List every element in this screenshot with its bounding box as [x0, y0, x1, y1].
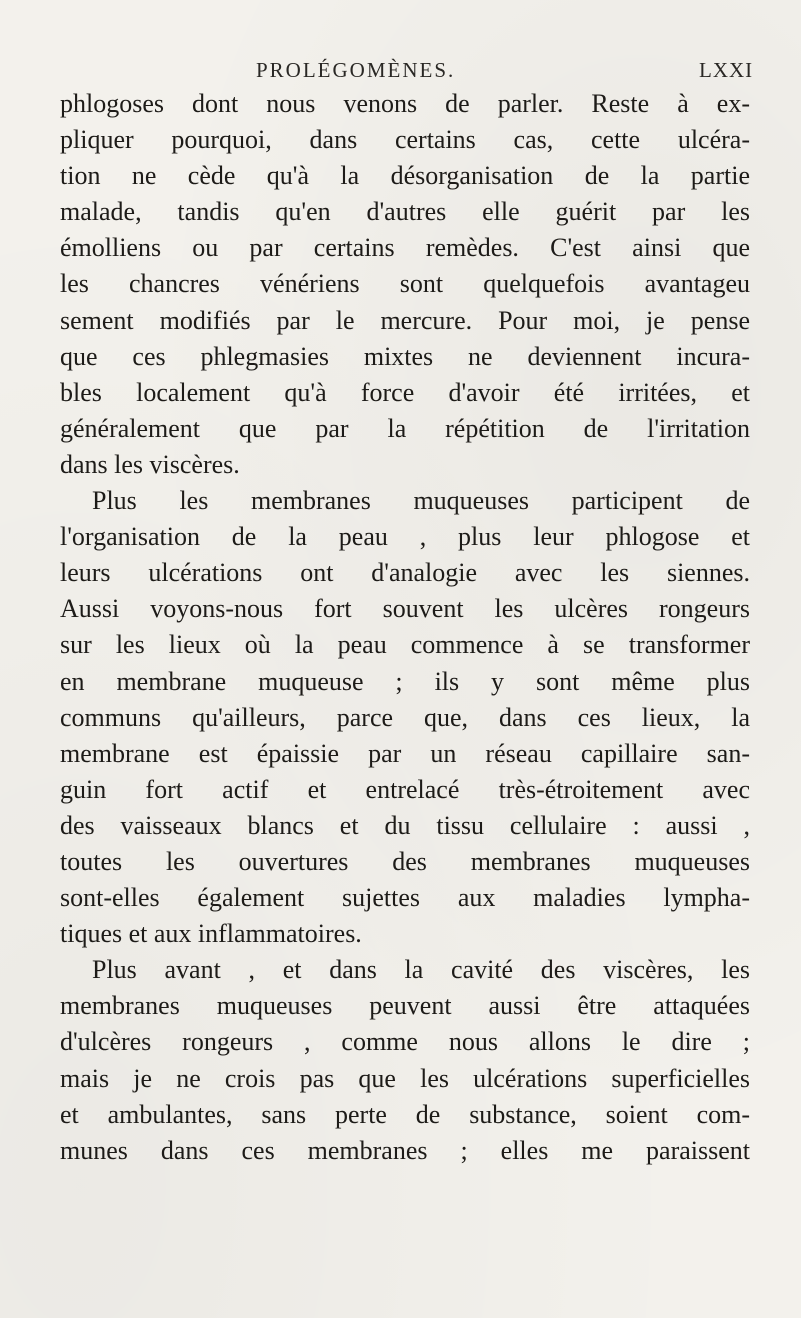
text-line: mais je ne crois pas que les ulcérations superficielles	[60, 1063, 750, 1093]
text-line: d'ulcères rongeurs , comme nous allons le dire ;	[60, 1027, 750, 1057]
text-line: l'organisation de la peau , plus leur phlogose et	[60, 522, 750, 552]
paragraph-start-line: Plus avant , et dans la cavité des viscères, les	[92, 955, 750, 985]
text-line: en membrane muqueuse ; ils y sont même plus	[60, 666, 750, 696]
text-line: membrane est épaissie par un réseau capillaire san-	[60, 738, 750, 768]
text-line: malade, tandis qu'en d'autres elle guérit par les	[60, 197, 750, 227]
text-line: pliquer pourquoi, dans certains cas, cette ulcéra-	[60, 125, 750, 155]
text-line: émolliens ou par certains remèdes. C'est ainsi que	[60, 233, 750, 263]
text-line: munes dans ces membranes ; elles me paraissent	[60, 1135, 750, 1165]
text-line: tion ne cède qu'à la désorganisation de la partie	[60, 161, 750, 191]
text-line: les chancres vénériens sont quelquefois avantageu	[60, 269, 750, 299]
body-text	[60, 86, 750, 1169]
text-line: que ces phlegmasies mixtes ne deviennent incura-	[60, 341, 750, 371]
text-line: bles localement qu'à force d'avoir été irritées, et	[60, 377, 750, 407]
text-line: tiques et aux inflammatoires.	[60, 919, 362, 949]
text-line: Aussi voyons-nous fort souvent les ulcères rongeurs	[60, 594, 750, 624]
text-line: généralement que par la répétition de l'irritation	[60, 413, 750, 443]
running-title: PROLÉGOMÈNES.	[256, 58, 456, 82]
text-line: membranes muqueuses peuvent aussi être attaquées	[60, 991, 750, 1021]
text-line: leurs ulcérations ont d'analogie avec les siennes.	[60, 558, 750, 588]
text-line: phlogoses dont nous venons de parler. Reste à ex-	[60, 89, 750, 118]
text-line: communs qu'ailleurs, parce que, dans ces lieux, la	[60, 702, 750, 732]
text-line: et ambulantes, sans perte de substance, soient com-	[60, 1099, 750, 1129]
text-line: sement modifiés par le mercure. Pour moi, je pense	[60, 305, 750, 335]
running-head	[0, 58, 801, 88]
text-line: sont-elles également sujettes aux maladies lympha-	[60, 883, 750, 913]
text-line: des vaisseaux blancs et du tissu cellulaire : aussi ,	[60, 810, 750, 840]
page-number: LXXI	[699, 58, 754, 82]
paragraph-start-line: Plus les membranes muqueuses participent de	[92, 486, 750, 516]
text-line: sur les lieux où la peau commence à se transformer	[60, 630, 750, 660]
text-line: guin fort actif et entrelacé très-étroitement avec	[60, 774, 750, 804]
text-line: dans les viscères.	[60, 449, 240, 479]
text-line: toutes les ouvertures des membranes muqueuses	[60, 846, 750, 876]
